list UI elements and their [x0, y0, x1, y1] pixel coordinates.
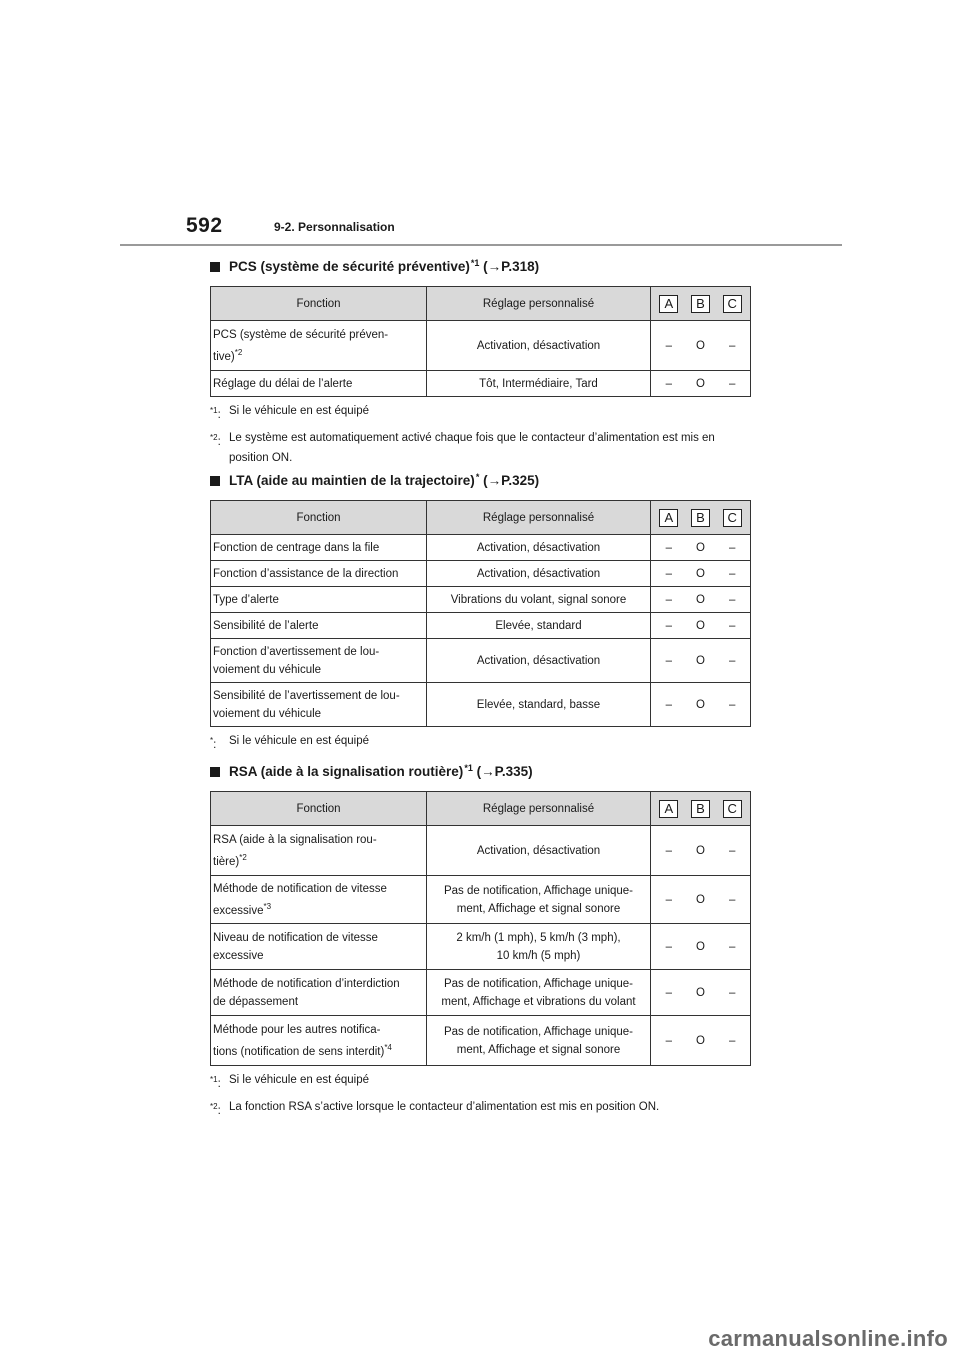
header-function [211, 792, 427, 826]
function-text: Méthode de notification d’interdiction [213, 977, 400, 990]
footnote [210, 731, 750, 755]
mark-c: – [728, 1034, 736, 1047]
function-text: Méthode pour les autres notifica- [213, 1023, 381, 1036]
setting-text: Activation, désactivation [476, 844, 601, 857]
function-cell [211, 924, 427, 970]
section-title-label: RSA (aide à la signalisation routière) [229, 764, 464, 779]
footnote-mark: *4 [384, 1042, 392, 1052]
table-row [211, 321, 751, 371]
footnote [210, 401, 750, 425]
mark-c: – [728, 893, 736, 906]
function-text-line2 [213, 661, 424, 679]
section-title [210, 763, 750, 791]
table-row [211, 639, 751, 683]
abc-cell [651, 1016, 751, 1066]
page-number: 592 [186, 214, 223, 237]
mark-c: – [728, 986, 736, 999]
table-row [211, 587, 751, 613]
function-text: Réglage du délai de l’alerte [213, 377, 353, 390]
abc-cell [651, 970, 751, 1016]
footnotes [210, 1070, 750, 1121]
function-text-line2 [213, 849, 424, 871]
header-abc [651, 501, 751, 535]
section-lta [210, 472, 750, 755]
mark-b: O [696, 339, 705, 352]
table-row [211, 876, 751, 924]
setting-text: Pas de notification, Affichage unique- [443, 884, 634, 897]
setting-text: Pas de notification, Affichage unique- [443, 1025, 634, 1038]
boxed-letter-a: A [659, 509, 678, 527]
setting-text: Activation, désactivation [476, 339, 601, 352]
table-row [211, 924, 751, 970]
header-setting: Réglage personnalisé [427, 287, 651, 321]
mark-b: O [696, 698, 705, 711]
abc-cell [651, 826, 751, 876]
header-function [211, 501, 427, 535]
table-row [211, 371, 751, 397]
abc-cell [651, 587, 751, 613]
function-text-line2 [213, 344, 424, 366]
section-title-text [229, 763, 533, 779]
boxed-letter-a: A [659, 295, 678, 313]
table-row [211, 970, 751, 1016]
function-text: Fonction d’assistance de la direction [213, 567, 399, 580]
section-title-text [229, 472, 539, 488]
setting-text: Elevée, standard [495, 619, 582, 632]
setting-text-cont: ment, Affichage et signal sonore [456, 902, 621, 915]
function-text: Sensibilité de l’alerte [213, 619, 319, 632]
footnote-marker: *: [210, 736, 217, 751]
setting-cell [427, 876, 651, 924]
abc-cell [651, 876, 751, 924]
section-title [210, 258, 750, 286]
boxed-letter-a: A [659, 800, 678, 818]
mark-a: – [665, 567, 673, 580]
table-row [211, 535, 751, 561]
mark-a: – [665, 698, 673, 711]
footnote-text: La fonction RSA s’active lorsque le contacteur d’alimentation est mis en position ON. [229, 1101, 660, 1113]
section-title-text [229, 258, 539, 274]
function-cell [211, 970, 427, 1016]
mark-c: – [728, 844, 736, 857]
settings-table [210, 500, 751, 727]
setting-text: Elevée, standard, basse [476, 698, 601, 711]
setting-cell [427, 1016, 651, 1066]
function-text: Type d’alerte [213, 593, 279, 606]
table-header-row [211, 501, 751, 535]
abc-cell [651, 924, 751, 970]
footnote-text: Si le véhicule en est équipé [229, 1074, 370, 1086]
table-row [211, 1016, 751, 1066]
function-text-cont: excessive [213, 949, 264, 962]
page-reference-link[interactable]: (→P.325) [479, 473, 540, 488]
setting-text-cont: ment, Affichage et vibrations du volant [441, 995, 636, 1008]
abc-cell [651, 371, 751, 397]
watermark: carmanualsonline.info [708, 1326, 948, 1351]
function-cell [211, 1016, 427, 1066]
header-function-label: Fonction [296, 297, 341, 310]
abc-cell [651, 561, 751, 587]
settings-table [210, 791, 751, 1066]
table-row [211, 826, 751, 876]
mark-c: – [728, 654, 736, 667]
mark-a: – [665, 986, 673, 999]
boxed-letter-c: C [723, 509, 742, 527]
page-reference-link[interactable]: (→P.318) [479, 259, 540, 274]
mark-a: – [665, 893, 673, 906]
table-row [211, 561, 751, 587]
abc-cell [651, 613, 751, 639]
function-text-cont: de dépassement [213, 995, 299, 1008]
section-title [210, 472, 750, 500]
footnote [210, 1097, 750, 1121]
mark-c: – [728, 698, 736, 711]
footnote-text: Le système est automatiquement activé chaque fois que le contacteur d’alimentation est mis en position ON. [229, 432, 715, 464]
mark-c: – [728, 940, 736, 953]
function-text: PCS (système de sécurité préven- [213, 328, 389, 341]
setting-text: Tôt, Intermédiaire, Tard [479, 377, 598, 390]
mark-a: – [665, 541, 673, 554]
mark-c: – [728, 339, 736, 352]
setting-cell [427, 683, 651, 727]
function-cell [211, 876, 427, 924]
footnotes [210, 731, 750, 755]
setting-cell [427, 321, 651, 371]
page-reference-link[interactable]: (→P.335) [472, 764, 533, 779]
mark-a: – [665, 377, 673, 390]
mark-a: – [665, 1034, 673, 1047]
mark-c: – [728, 593, 736, 606]
mark-a: – [665, 339, 673, 352]
function-cell [211, 321, 427, 371]
setting-cell [427, 970, 651, 1016]
footnote-mark: * [210, 736, 214, 745]
function-cell [211, 639, 427, 683]
function-text: Niveau de notification de vitesse [213, 931, 378, 944]
mark-b: O [696, 654, 705, 667]
setting-text: Activation, désactivation [476, 654, 601, 667]
title-footnote-mark: * [475, 472, 480, 482]
setting-text: Activation, désactivation [476, 567, 601, 580]
table-header-row [211, 287, 751, 321]
boxed-letter-c: C [723, 295, 742, 313]
function-cell [211, 826, 427, 876]
setting-cell [427, 639, 651, 683]
mark-b: O [696, 567, 705, 580]
section-rsa [210, 763, 750, 1121]
footnotes [210, 401, 750, 468]
setting-cell [427, 535, 651, 561]
footnote-text: Si le véhicule en est équipé [229, 735, 370, 747]
abc-cell [651, 639, 751, 683]
setting-text-cont: 10 km/h (5 mph) [496, 949, 581, 962]
function-text: RSA (aide à la signalisation rou- [213, 833, 377, 846]
function-cell [211, 371, 427, 397]
setting-cell [427, 613, 651, 639]
function-text-line2 [213, 898, 424, 920]
footnote [210, 1070, 750, 1094]
function-text: Sensibilité de l’avertissement de lou- [213, 689, 400, 702]
header-abc [651, 287, 751, 321]
footnote-mark: *1 [210, 1075, 218, 1084]
abc-cell [651, 321, 751, 371]
boxed-letter-b: B [691, 800, 710, 818]
function-cell [211, 535, 427, 561]
boxed-letter-c: C [723, 800, 742, 818]
footnote-marker: $^{*1}$: [210, 406, 221, 421]
function-text-cont: tière) [213, 855, 240, 868]
header-rule [120, 244, 842, 246]
header-function-label: Fonction [296, 802, 341, 815]
mark-a: – [665, 619, 673, 632]
footnote-mark: *2 [210, 1102, 218, 1111]
setting-cell [427, 826, 651, 876]
setting-cell [427, 371, 651, 397]
section-title-label: PCS (système de sécurité préventive) [229, 259, 470, 274]
section-pcs [210, 258, 750, 468]
function-cell [211, 587, 427, 613]
function-text: Fonction d’avertissement de lou- [213, 645, 380, 658]
footnote-marker: $^{*2}$: [210, 1102, 221, 1117]
function-text-line2 [213, 1039, 424, 1061]
footnote-marker: $^{*1}$: [210, 1075, 221, 1090]
setting-cell [427, 924, 651, 970]
footnote-mark: *2 [234, 347, 243, 357]
setting-text: Activation, désactivation [476, 541, 601, 554]
mark-b: O [696, 844, 705, 857]
function-text-cont: tions (notification de sens interdit) [213, 1045, 385, 1058]
header-function [211, 287, 427, 321]
mark-b: O [696, 1034, 705, 1047]
function-text-line2 [213, 993, 424, 1011]
mark-b: O [696, 986, 705, 999]
function-text-cont: voiement du véhicule [213, 707, 322, 720]
mark-b: O [696, 940, 705, 953]
mark-a: – [665, 844, 673, 857]
function-text-cont: voiement du véhicule [213, 663, 322, 676]
mark-b: O [696, 619, 705, 632]
setting-text-cont: ment, Affichage et signal sonore [456, 1043, 621, 1056]
mark-b: O [696, 541, 705, 554]
function-text-line2 [213, 705, 424, 723]
mark-c: – [728, 619, 736, 632]
setting-text: Vibrations du volant, signal sonore [450, 593, 627, 606]
table-row [211, 613, 751, 639]
mark-b: O [696, 593, 705, 606]
mark-a: – [665, 654, 673, 667]
footnote-mark: *2 [239, 852, 247, 862]
function-text-line2 [213, 947, 424, 965]
function-cell [211, 683, 427, 727]
abc-cell [651, 535, 751, 561]
mark-a: – [665, 593, 673, 606]
mark-b: O [696, 893, 705, 906]
chapter-title: 9-2. Personnalisation [274, 220, 395, 234]
table-header-row [211, 792, 751, 826]
settings-table [210, 286, 751, 397]
setting-cell [427, 587, 651, 613]
table-row [211, 683, 751, 727]
setting-text: 2 km/h (1 mph), 5 km/h (3 mph), [456, 931, 621, 944]
footnote-mark: *1 [210, 406, 218, 415]
header-function-label: Fonction [296, 511, 341, 524]
footnote [210, 428, 750, 468]
function-text-cont: excessive [213, 904, 264, 917]
square-bullet-icon [210, 476, 220, 486]
title-footnote-mark: *1 [464, 763, 473, 773]
header-setting: Réglage personnalisé [427, 792, 651, 826]
setting-text: Pas de notification, Affichage unique- [443, 977, 634, 990]
square-bullet-icon [210, 262, 220, 272]
function-text-cont: tive) [213, 350, 235, 363]
mark-c: – [728, 377, 736, 390]
square-bullet-icon [210, 767, 220, 777]
mark-b: O [696, 377, 705, 390]
mark-c: – [728, 567, 736, 580]
abc-cell [651, 683, 751, 727]
function-cell [211, 561, 427, 587]
function-text: Méthode de notification de vitesse [213, 882, 387, 895]
mark-c: – [728, 541, 736, 554]
footnote-mark: *3 [263, 901, 272, 911]
boxed-letter-b: B [691, 509, 710, 527]
setting-cell [427, 561, 651, 587]
footnote-marker: $^{*2}$: [210, 433, 221, 448]
header-abc [651, 792, 751, 826]
boxed-letter-b: B [691, 295, 710, 313]
footnote-text: Si le véhicule en est équipé [229, 405, 370, 417]
function-cell [211, 613, 427, 639]
header-setting: Réglage personnalisé [427, 501, 651, 535]
function-text: Fonction de centrage dans la file [213, 541, 380, 554]
section-title-label: LTA (aide au maintien de la trajectoire) [229, 473, 475, 488]
footnote-mark: *2 [210, 433, 218, 442]
title-footnote-mark: *1 [470, 258, 480, 268]
mark-a: – [665, 940, 673, 953]
